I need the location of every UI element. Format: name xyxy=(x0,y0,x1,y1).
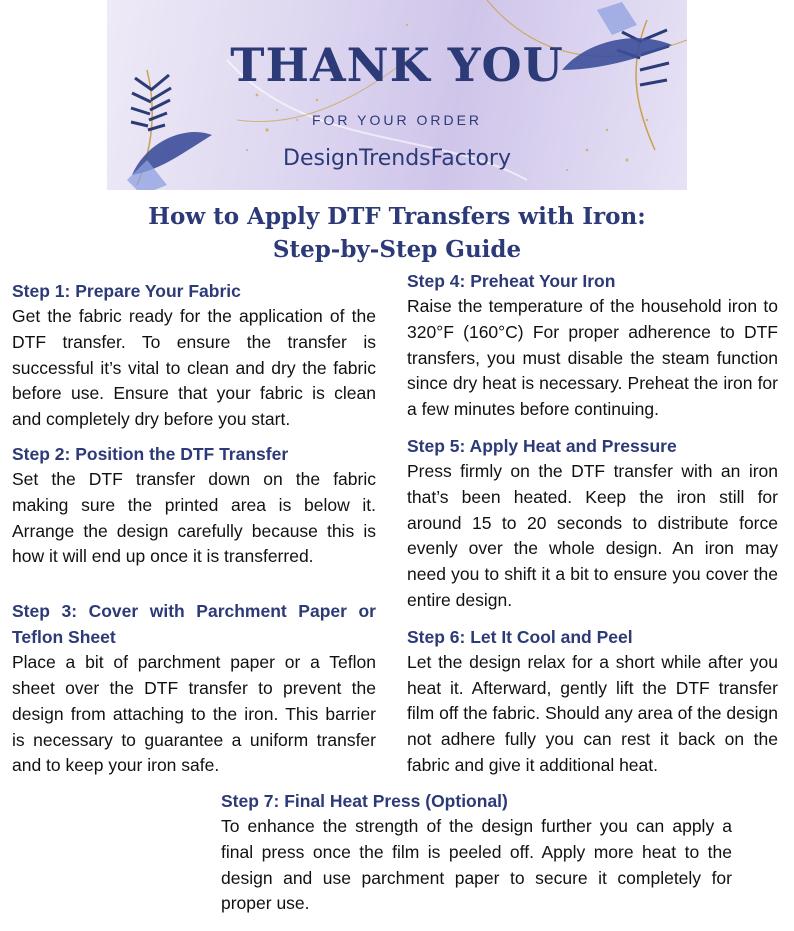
step-5 xyxy=(407,433,778,614)
step-body: Set the DTF transfer down on the fabric making sure the printed area is below it. Arrange the design carefully because this is how it will end up once it is transferred. xyxy=(12,468,376,567)
page-title xyxy=(0,200,794,266)
thank-you-banner xyxy=(107,0,687,190)
step-2 xyxy=(12,441,376,570)
page-title-line-2: Step-by-Step Guide xyxy=(272,236,522,263)
step-heading: Step 6: Let It Cool and Peel xyxy=(407,626,633,647)
step-7 xyxy=(221,788,732,917)
step-heading: Step 4: Preheat Your Iron xyxy=(407,271,616,291)
step-body: Raise the temperature of the household iron to 320°F (160°C) For proper adherence to DTF transfers, you must disable the steam function since dry heat is necessary. Preheat the iron for a few minutes before continuing. xyxy=(407,296,778,420)
step-body: Press firmly on the DTF transfer with an iron that’s been heated. Keep the iron still for around 15 to 20 seconds to distribute force evenly over the whole design. An iron may need you to shift it a bit to ensure you cover the entire design. xyxy=(407,460,778,610)
banner-heading: THANK YOU xyxy=(230,38,564,92)
step-4 xyxy=(407,268,778,423)
step-heading: Step 2: Position the DTF Transfer xyxy=(12,443,289,464)
step-heading: Step 1: Prepare Your Fabric xyxy=(12,281,241,301)
step-body: Place a bit of parchment paper or a Teflon sheet over the DTF transfer to prevent the design from attaching to the iron. This barrier is necessary to guarantee a uniform transfer and to keep your iron safe. xyxy=(12,652,376,776)
step-body: Get the fabric ready for the application of the DTF transfer. To ensure the transfer is successful it’s vital to clean and dry the fabric before use. Ensure that your fabric is clean and completely dry before you start. xyxy=(12,306,376,430)
step-heading: Step 3: Cover with Parchment Paper or Teflon Sheet xyxy=(12,601,376,648)
right-column xyxy=(407,268,778,779)
step-body: Let the design relax for a short while after you heat it. Afterward, gently lift the DTF transfer film off the fabric. Should any area of the design not adhere fully you can rest it back on the fabric and give it additional heat. xyxy=(407,651,778,775)
page-title-line-1: How to Apply DTF Transfers with Iron: xyxy=(148,203,646,230)
banner-subheading: FOR YOUR ORDER xyxy=(311,112,483,128)
banner-brand: DesignTrendsFactory xyxy=(283,146,511,171)
step-1 xyxy=(12,278,376,433)
left-column xyxy=(12,278,376,779)
step-heading: Step 5: Apply Heat and Pressure xyxy=(407,435,677,456)
step-6 xyxy=(407,624,778,779)
step-heading: Step 7: Final Heat Press (Optional) xyxy=(221,791,508,811)
step-body: To enhance the strength of the design further you can apply a final press once the film is peeled off. Apply more heat to the design and use parchment paper to secure it completely for proper use. xyxy=(221,816,732,914)
step-3 xyxy=(12,598,376,779)
